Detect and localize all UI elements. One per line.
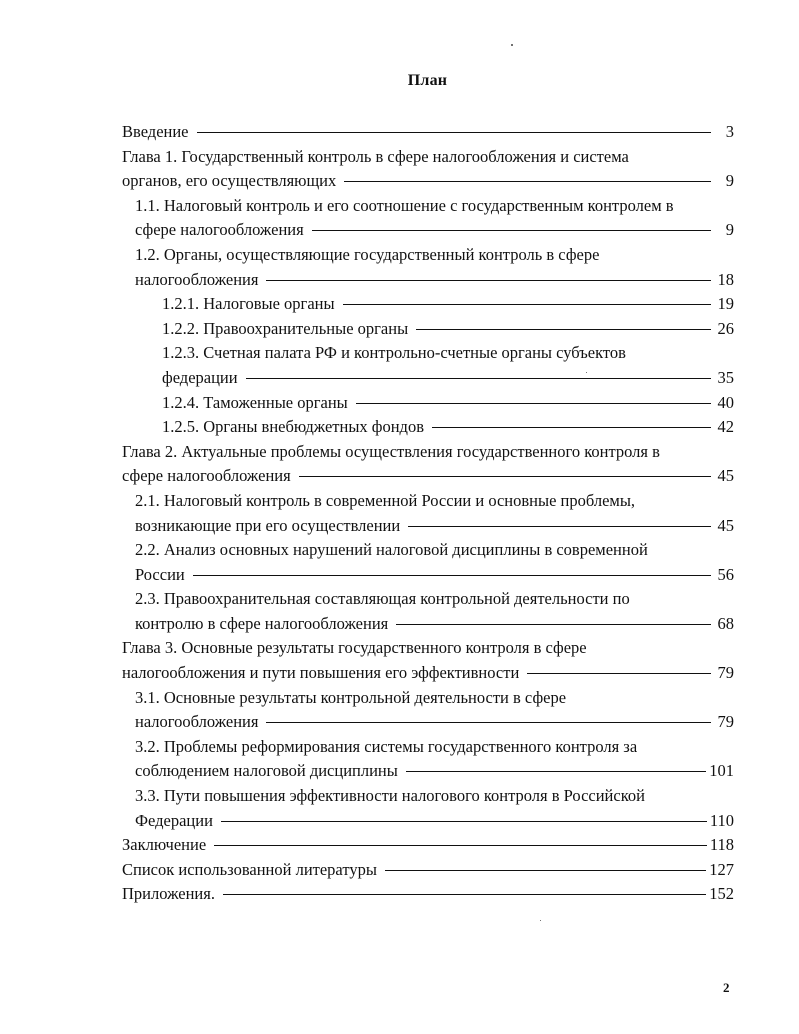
toc-page-number: 45 [717, 466, 734, 486]
scan-speck [511, 44, 513, 46]
toc-entry [122, 858, 734, 883]
toc-leader-line [356, 403, 711, 404]
toc-entry-text: Введение [122, 122, 189, 141]
toc-entry-row [122, 882, 734, 907]
toc-entry-text: контролю в сфере налогообложения [135, 613, 389, 633]
toc-leader-line [406, 771, 706, 772]
toc-leader-line [266, 722, 711, 723]
scan-speck [540, 920, 541, 921]
toc-entry-text: сфере налогообложения [122, 466, 291, 486]
toc-entry-row [135, 759, 734, 784]
toc-page-number: 68 [717, 613, 734, 633]
toc-entry-row [135, 563, 734, 588]
toc-entry-row [122, 661, 734, 686]
toc-entry [122, 735, 734, 784]
toc-entry-text: 2.1. Налоговый контроль в современной России и основные проблемы, [135, 490, 636, 510]
toc-entry-text: Глава 3. Основные результаты государственного контроля в сфере [122, 638, 587, 658]
toc-page-number: 110 [709, 810, 734, 830]
toc-entry [122, 194, 734, 243]
toc-entry [122, 120, 734, 145]
toc-entry-text: сфере налогообложения [135, 220, 304, 240]
toc-leader-line [214, 845, 707, 846]
toc-leader-line [527, 673, 711, 674]
toc-leader-line [408, 526, 711, 527]
toc-entry-row [135, 612, 734, 637]
toc-entry-text: 2.3. Правоохранительная составляющая контрольной деятельности по [135, 589, 630, 609]
toc-entry-text: 1.2.2. Правоохранительные органы [162, 318, 409, 338]
toc-entry-text: 3.3. Пути повышения эффективности налогового контроля в Российской [135, 786, 645, 806]
toc-entry-text: налогообложения [135, 712, 259, 732]
toc-entry [122, 391, 734, 416]
toc-leader-line [193, 575, 711, 576]
toc-leader-line [221, 821, 707, 822]
toc-leader-line [432, 427, 711, 428]
toc-page-number: 45 [717, 515, 734, 535]
toc-entry-text: Глава 2. Актуальные проблемы осуществления государственного контроля в [122, 441, 660, 461]
toc-leader-line [266, 280, 711, 281]
toc-leader-line [299, 476, 711, 477]
toc-page-number: 56 [717, 564, 734, 584]
toc-entry-text: возникающие при его осуществлении [135, 515, 401, 535]
table-of-contents [122, 120, 734, 907]
toc-entry [122, 145, 734, 194]
toc-entry-text: 2.2. Анализ основных нарушений налоговой дисциплины в современной [135, 540, 648, 560]
toc-leader-line [385, 870, 706, 871]
toc-page-number: 19 [717, 294, 734, 314]
toc-entry-text: 1.2. Органы, осуществляющие государственный контроль в сфере [135, 244, 600, 264]
toc-entry [122, 317, 734, 342]
toc-entry-row [162, 415, 734, 440]
toc-page-number: 152 [709, 884, 734, 904]
toc-entry [122, 882, 734, 907]
toc-entry-row [122, 464, 734, 489]
toc-entry-row [135, 514, 734, 539]
toc-leader-line [197, 132, 711, 133]
toc-entry-text: России [135, 564, 185, 584]
toc-entry-row [135, 809, 734, 834]
toc-entry-text: налогообложения [135, 269, 259, 289]
toc-entry-text: 1.2.4. Таможенные органы [162, 392, 348, 412]
toc-page-number: 26 [717, 318, 734, 338]
toc-entry [122, 833, 734, 858]
toc-entry [122, 440, 734, 489]
toc-entry [122, 243, 734, 292]
toc-entry-text: органов, его осуществляющих [122, 171, 337, 191]
toc-leader-line [344, 181, 711, 182]
toc-leader-line [312, 230, 711, 231]
toc-entry-text: 1.2.1. Налоговые органы [162, 294, 335, 314]
toc-entry-text: налогообложения и пути повышения его эффективности [122, 663, 520, 683]
toc-entry [122, 292, 734, 317]
toc-page-number: 101 [709, 761, 734, 781]
toc-entry-text: Список использованной литературы [122, 859, 377, 879]
toc-entry-row [162, 292, 734, 317]
toc-entry-text: соблюдением налоговой дисциплины [135, 761, 398, 781]
toc-page-number: 18 [717, 269, 734, 289]
toc-entry-row [122, 169, 734, 194]
toc-leader-line [416, 329, 711, 330]
toc-entry [122, 341, 734, 390]
toc-entry [122, 587, 734, 636]
toc-page-number: 35 [717, 367, 734, 387]
toc-entry-text: 3.2. Проблемы реформирования системы государственного контроля за [135, 736, 638, 756]
toc-page-number: 9 [725, 171, 734, 191]
toc-entry-text: Приложения. [122, 884, 215, 904]
toc-entry [122, 636, 734, 685]
page-title: План [407, 72, 448, 89]
toc-entry-row [135, 710, 734, 735]
toc-page-number: 79 [717, 663, 734, 683]
toc-entry-row [122, 858, 734, 883]
toc-page-number: 3 [725, 122, 734, 141]
toc-leader-line [223, 894, 706, 895]
toc-page-number: 42 [717, 417, 734, 437]
toc-entry-row [162, 366, 734, 391]
toc-entry-row [135, 218, 734, 243]
toc-entry-text: Глава 1. Государственный контроль в сфере налогообложения и система [122, 146, 629, 166]
toc-entry-row [135, 268, 734, 293]
toc-entry-text: 1.2.5. Органы внебюджетных фондов [162, 417, 424, 437]
toc-page-number: 79 [717, 712, 734, 732]
toc-entry [122, 489, 734, 538]
toc-entry-text: 3.1. Основные результаты контрольной деятельности в сфере [135, 687, 567, 707]
toc-entry [122, 538, 734, 587]
toc-leader-line [246, 378, 711, 379]
toc-entry-text: Заключение [122, 835, 207, 855]
toc-page-number: 118 [709, 835, 734, 855]
toc-leader-line [343, 304, 711, 305]
toc-entry [122, 784, 734, 833]
toc-entry-text: 1.1. Налоговый контроль и его соотношение с государственным контролем в [135, 195, 674, 215]
toc-entry-text: 1.2.3. Счетная палата РФ и контрольно-счетные органы субъектов [162, 343, 626, 363]
toc-leader-line [396, 624, 711, 625]
toc-entry-row [162, 391, 734, 416]
toc-entry-text: Федерации [135, 810, 213, 830]
toc-entry-row [162, 317, 734, 342]
toc-page-number: 40 [717, 392, 734, 412]
toc-entry-row [122, 120, 734, 145]
toc-page-number: 127 [709, 859, 734, 879]
page-number: 2 [723, 980, 730, 995]
toc-entry [122, 415, 734, 440]
toc-entry-text: федерации [162, 367, 238, 387]
toc-entry [122, 686, 734, 735]
toc-page-number: 9 [725, 220, 734, 240]
toc-entry-row [122, 833, 734, 858]
